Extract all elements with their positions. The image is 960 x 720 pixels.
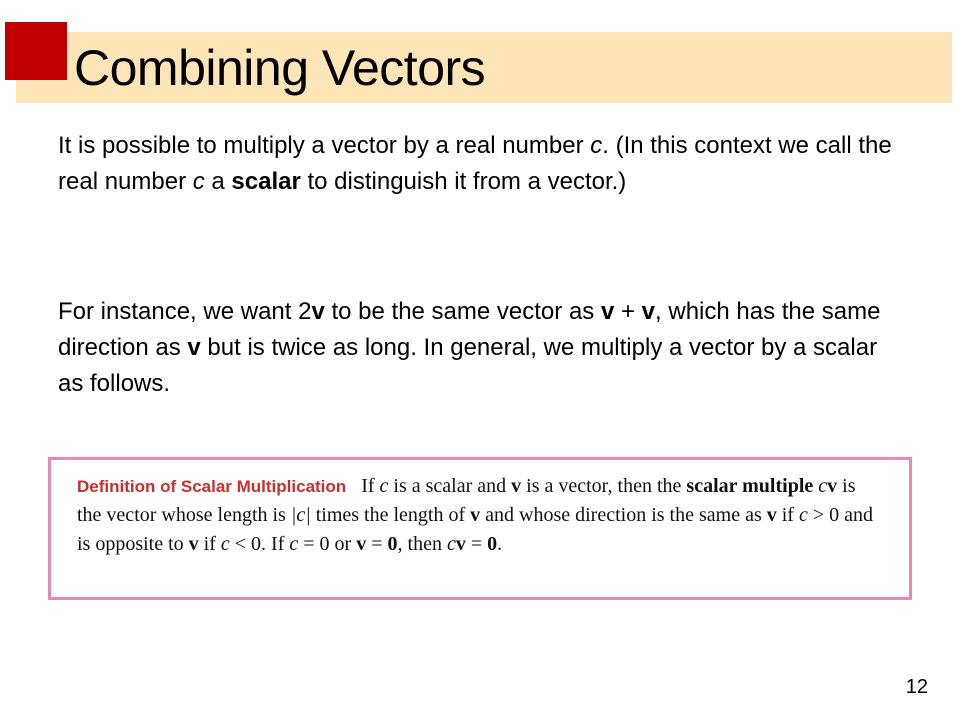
slide-title: Combining Vectors (74, 40, 486, 96)
paragraph-scalar-intro: It is possible to multiply a vector by a real number c. (In this context we call the real number c a scalar to distinguish it from a vector.) (58, 132, 892, 195)
term-scalar: scalar (231, 168, 301, 195)
accent-square (5, 22, 67, 80)
definition-heading: Definition of Scalar Multiplication (77, 477, 347, 496)
definition-text: Definition of Scalar Multiplication If c is a scalar and v is a vector, then the scalar multiple cv is the vector whose length is |c| times the length of v and whose direction is the same as v if c > 0 and is opposite to v if c < 0. If c = 0 or v = 0, then cv = 0. (77, 475, 873, 555)
definition-box (48, 457, 912, 600)
paragraph-example: For instance, we want 2v to be the same vector as v + v, which has the same direction as v but is twice as long. In general, we multiply a vector by a scalar as follows. (58, 298, 881, 397)
page-number: 12 (905, 676, 928, 698)
